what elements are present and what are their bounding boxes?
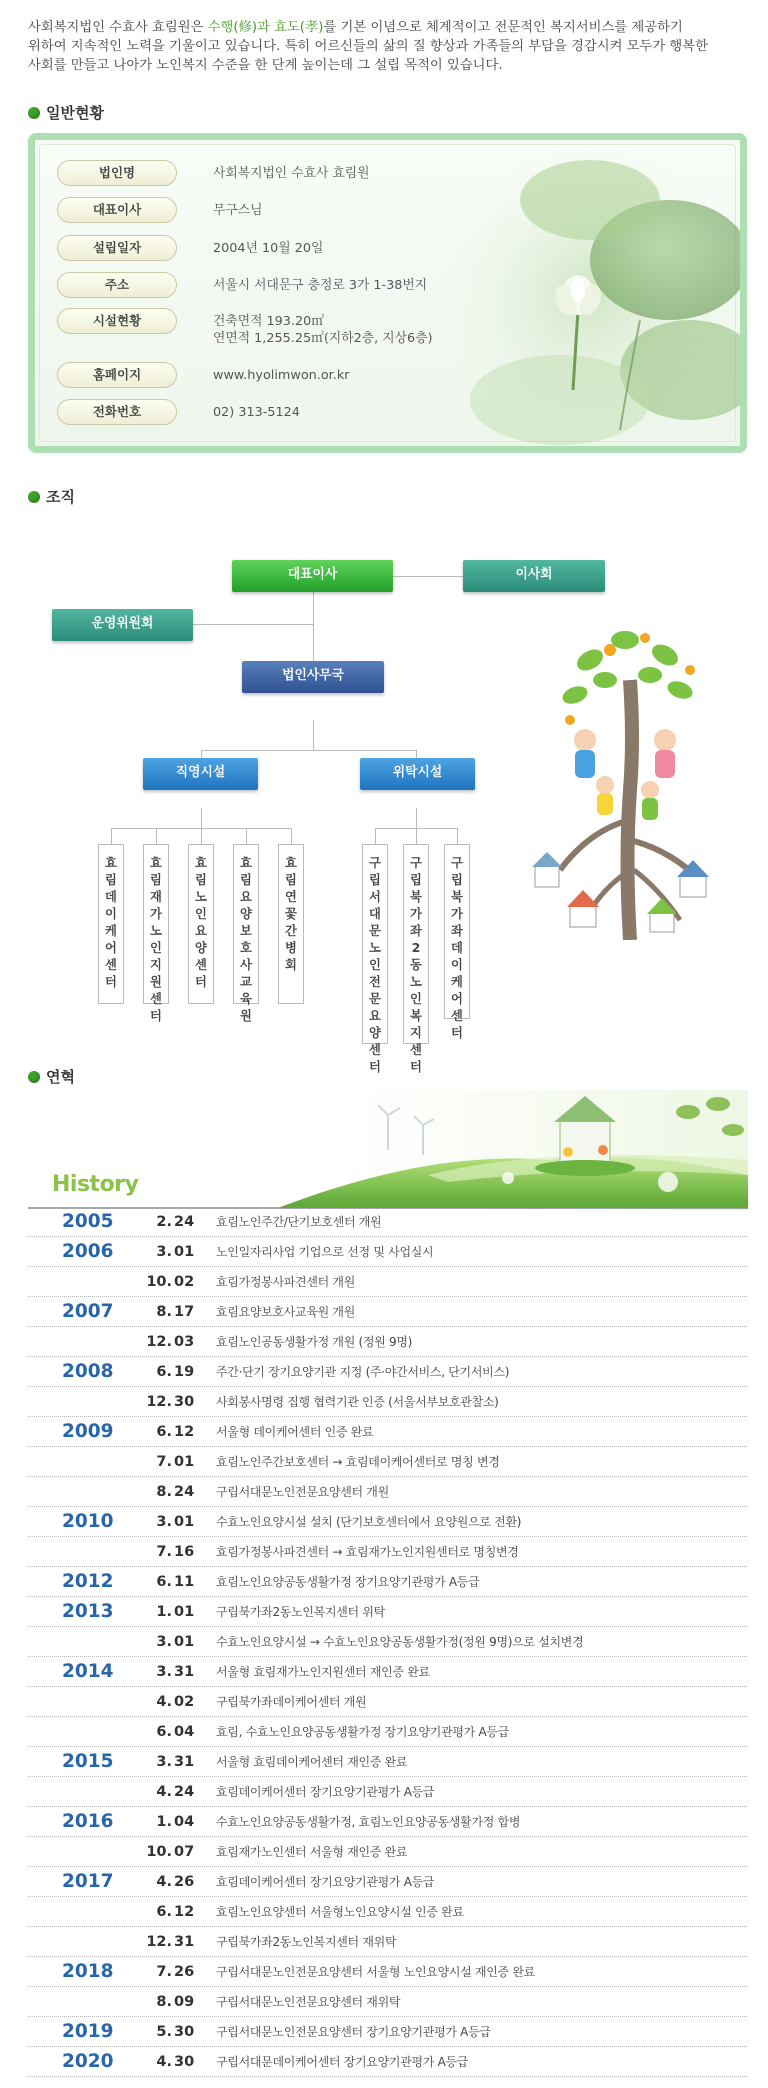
history-day: 16 <box>174 1543 195 1560</box>
info-row-corp <box>57 160 369 186</box>
org-tick-d5 <box>291 828 292 844</box>
org-line-direct-down <box>201 808 202 828</box>
history-description: 구립서대문노인전문요양센터 서울형 노인요양시설 재인증 완료 <box>216 1965 535 1979</box>
org-consigned-item-3-label: 구 립 북 가 좌 데 이 케 어 센 터 <box>451 856 463 1040</box>
org-committee-box: 운영위원회 <box>52 609 193 641</box>
history-day: 26 <box>174 1873 195 1890</box>
org-direct-item-1 <box>98 844 124 1004</box>
history-year: 2020 <box>62 2051 114 2072</box>
history-day: 01 <box>174 1603 195 1620</box>
history-description: 서울형 효림데이케어센터 재인증 완료 <box>216 1755 408 1769</box>
history-day: 31 <box>174 1933 195 1950</box>
info-value-ceo: 무구스님 <box>213 203 263 218</box>
org-consigned-item-1-label: 구 립 서 대 문 노 인 전 문 요 양 센 터 <box>369 856 381 1074</box>
history-month: 12. <box>146 1933 172 1950</box>
org-direct-item-2-label: 효 림 재 가 노 인 지 원 센 터 <box>150 856 162 1023</box>
intro-highlight: 수행(修)과 효도(孝) <box>207 20 324 35</box>
history-day: 26 <box>174 1963 195 1980</box>
history-description: 효림데이케어센터 장기요양기관평가 A등급 <box>216 1875 435 1889</box>
section-general-title: 일반현황 <box>46 104 104 122</box>
history-month: 4. <box>156 1873 172 1890</box>
intro-line3: 사회를 만들고 나아가 노인복지 수준을 한 단계 높이는데 그 설립 목적이 있습니다. <box>28 58 503 73</box>
history-year: 2015 <box>62 1751 114 1772</box>
history-year: 2018 <box>62 1961 114 1982</box>
info-label-corp: 법인명 <box>57 160 177 186</box>
section-org-title: 조직 <box>46 488 75 506</box>
history-month: 4. <box>156 2053 172 2070</box>
history-row <box>28 1747 747 1777</box>
history-day: 04 <box>174 1723 195 1740</box>
history-description: 효림노인주간보호센터 → 효림데이케어센터로 명칭 변경 <box>216 1455 500 1469</box>
info-row-founded <box>57 235 323 261</box>
org-tick-d4 <box>246 828 247 844</box>
history-day: 24 <box>174 1783 195 1800</box>
history-month: 5. <box>156 2023 172 2040</box>
history-month: 7. <box>156 1453 172 1470</box>
history-month: 4. <box>156 1693 172 1710</box>
history-day: 09 <box>174 1993 195 2010</box>
info-label-ceo: 대표이사 <box>57 197 177 223</box>
history-year: 2008 <box>62 1361 114 1382</box>
section-general-heading <box>28 102 104 123</box>
general-info-box <box>28 133 747 453</box>
history-row <box>28 1237 747 1267</box>
history-description: 주간·단기 장기요양기관 지정 (주·야간서비스, 단기서비스) <box>216 1365 510 1379</box>
info-label-founded: 설립일자 <box>57 235 177 261</box>
history-row <box>28 1867 747 1897</box>
history-row <box>28 2017 747 2047</box>
org-line-consigned-down <box>416 808 417 828</box>
history-description: 구립서대문노인전문요양센터 장기요양기관평가 A등급 <box>216 2025 491 2039</box>
history-description: 수효노인요양시설 → 수효노인요양공동생활가정(정원 9명)으로 설치변경 <box>216 1635 584 1649</box>
history-row <box>28 1537 747 1567</box>
history-description: 효림노인요양센터 서울형노인요양시설 인증 완료 <box>216 1905 464 1919</box>
history-row <box>28 1447 747 1477</box>
history-row <box>28 1267 747 1297</box>
history-year: 2014 <box>62 1661 114 1682</box>
history-description: 효림노인공동생활가정 개원 (정원 9명) <box>216 1335 413 1349</box>
history-description: 효림데이케어센터 장기요양기관평가 A등급 <box>216 1785 435 1799</box>
history-description: 수효노인요양공동생활가정, 효림노인요양공동생활가정 합병 <box>216 1815 521 1829</box>
history-row <box>28 1777 747 1807</box>
intro-part1: 사회복지법인 수효사 효림원은 <box>28 20 208 35</box>
section-history-heading <box>28 1066 75 1087</box>
history-year <box>28 1331 94 1352</box>
history-description: 노인일자리사업 기업으로 선정 및 사업실시 <box>216 1245 434 1259</box>
history-month: 8. <box>156 1303 172 1320</box>
info-row-ceo <box>57 197 262 223</box>
history-year: 2019 <box>62 2021 114 2042</box>
history-day: 30 <box>174 2023 195 2040</box>
history-description: 구립서대문노인전문요양센터 재위탁 <box>216 1995 401 2009</box>
lotus-flower-image <box>440 140 740 446</box>
org-direct-item-5-label: 효 림 연 꽃 간 병 회 <box>285 856 297 972</box>
green-bullet-icon <box>28 491 40 503</box>
org-tick-c2 <box>416 828 417 844</box>
org-consigned-item-2-label: 구 립 북 가 좌 2 동 노 인 복 지 센 터 <box>410 856 422 1074</box>
org-tick-d2 <box>156 828 157 844</box>
history-month: 10. <box>146 1843 172 1860</box>
history-month: 12. <box>146 1333 172 1350</box>
org-direct-item-4 <box>233 844 259 1023</box>
history-day: 24 <box>174 1483 195 1500</box>
history-day: 12 <box>174 1903 195 1920</box>
org-direct-item-4-label: 효 림 요 양 보 호 사 교 육 원 <box>240 856 252 1023</box>
org-line-committee <box>193 624 313 625</box>
info-value-facility <box>213 308 433 347</box>
history-description: 구립북가좌2동노인복지센터 위탁 <box>216 1605 385 1619</box>
history-day: 02 <box>174 1693 195 1710</box>
history-month: 3. <box>156 1633 172 1650</box>
history-year <box>28 1391 94 1412</box>
history-year <box>28 1631 94 1652</box>
history-description: 효림재가노인센터 서울형 재인증 완료 <box>216 1845 408 1859</box>
history-year <box>28 1271 94 1292</box>
history-row <box>28 1927 747 1957</box>
info-row-phone <box>57 399 300 425</box>
history-day: 12 <box>174 1423 195 1440</box>
org-tick-d3 <box>201 828 202 844</box>
history-year: 2009 <box>62 1421 114 1442</box>
info-value-facility-floor: 연면적 1,255.25㎡(지하2층, 지상6층) <box>213 331 433 346</box>
history-month: 4. <box>156 1783 172 1800</box>
history-year: 2010 <box>62 1511 114 1532</box>
history-row <box>28 1807 747 1837</box>
history-month: 2. <box>156 1213 172 1230</box>
org-chart <box>0 520 768 1074</box>
history-description: 효림가정봉사파견센터 → 효림재가노인지원센터로 명칭변경 <box>216 1545 519 1559</box>
history-year <box>28 1781 94 1802</box>
history-month: 1. <box>156 1813 172 1830</box>
history-banner <box>28 1090 748 1210</box>
history-row <box>28 1987 747 2017</box>
history-row <box>28 1357 747 1387</box>
history-row <box>28 1837 747 1867</box>
history-description: 서울형 데이케어센터 인증 완료 <box>216 1425 374 1439</box>
history-description: 효림노인요양공동생활가정 장기요양기관평가 A등급 <box>216 1575 480 1589</box>
info-label-facility: 시설현황 <box>57 308 177 334</box>
history-year <box>28 1721 94 1742</box>
green-bullet-icon <box>28 107 40 119</box>
org-direct-box: 직영시설 <box>143 758 258 790</box>
history-year: 2017 <box>62 1871 114 1892</box>
history-year: 2007 <box>62 1301 114 1322</box>
history-month: 3. <box>156 1243 172 1260</box>
history-month: 1. <box>156 1603 172 1620</box>
green-bullet-icon <box>28 1071 40 1083</box>
info-value-homepage[interactable]: www.hyolimwon.or.kr <box>213 368 350 383</box>
history-month: 6. <box>156 1363 172 1380</box>
org-line-split <box>201 750 416 751</box>
history-month: 8. <box>156 1483 172 1500</box>
info-label-address: 주소 <box>57 272 177 298</box>
history-month: 7. <box>156 1543 172 1560</box>
history-row <box>28 1477 747 1507</box>
info-value-founded: 2004년 10월 20일 <box>213 241 324 256</box>
history-description: 구립북가좌데이케어센터 개원 <box>216 1695 367 1709</box>
history-month: 10. <box>146 1273 172 1290</box>
history-day: 02 <box>174 1273 195 1290</box>
org-board-box: 이사회 <box>463 560 605 592</box>
intro-line2: 위하여 지속적인 노력을 기울이고 있습니다. 특히 어르신들의 삶의 질 향상과 가족들의 부담을 경감시켜 모두가 행복한 <box>28 39 708 54</box>
history-day: 11 <box>174 1573 195 1590</box>
org-line-board <box>393 576 463 577</box>
intro-part2: 를 기본 이념으로 체계적이고 전문적인 복지서비스를 제공하기 <box>323 20 683 35</box>
history-year: 2005 <box>62 1211 114 1232</box>
history-month: 3. <box>156 1663 172 1680</box>
history-year <box>28 1481 94 1502</box>
history-row <box>28 1567 747 1597</box>
org-tick-d1 <box>111 828 112 844</box>
history-year: 2006 <box>62 1241 114 1262</box>
history-description: 서울형 효림재가노인지원센터 재인증 완료 <box>216 1665 430 1679</box>
history-day: 01 <box>174 1513 195 1530</box>
history-description: 구립서대문데이케어센터 장기요양기관평가 A등급 <box>216 2055 469 2069</box>
history-year <box>28 1931 94 1952</box>
history-row <box>28 1207 747 1237</box>
history-month: 6. <box>156 1573 172 1590</box>
org-direct-item-5 <box>278 844 304 1004</box>
info-row-facility <box>57 308 433 347</box>
info-value-corp: 사회복지법인 수효사 효림원 <box>213 166 370 181</box>
history-month: 12. <box>146 1393 172 1410</box>
history-month: 6. <box>156 1423 172 1440</box>
history-year: 2012 <box>62 1571 114 1592</box>
history-row <box>28 2047 747 2077</box>
history-year <box>28 1841 94 1862</box>
history-month: 7. <box>156 1963 172 1980</box>
history-day: 03 <box>174 1333 195 1350</box>
history-description: 수효노인요양시설 설치 (단기보호센터에서 요양원으로 전환) <box>216 1515 522 1529</box>
info-label-homepage: 홈페이지 <box>57 362 177 388</box>
info-row-address <box>57 272 427 298</box>
history-month: 8. <box>156 1993 172 2010</box>
history-day: 04 <box>174 1813 195 1830</box>
history-year: 2013 <box>62 1601 114 1622</box>
history-row <box>28 1387 747 1417</box>
history-day: 19 <box>174 1363 195 1380</box>
history-month: 3. <box>156 1753 172 1770</box>
intro-text <box>28 18 748 75</box>
history-description: 효림, 수효노인요양공동생활가정 장기요양기관평가 A등급 <box>216 1725 509 1739</box>
history-month: 6. <box>156 1723 172 1740</box>
history-year <box>28 1541 94 1562</box>
org-direct-item-2 <box>143 844 169 1023</box>
org-direct-item-3-label: 효 림 노 인 요 양 센 터 <box>195 856 207 989</box>
org-direct-item-1-label: 효 림 데 이 케 어 센 터 <box>105 856 117 989</box>
history-month: 3. <box>156 1513 172 1530</box>
history-row <box>28 1297 747 1327</box>
history-row <box>28 1507 747 1537</box>
history-row <box>28 1657 747 1687</box>
org-direct-item-3 <box>188 844 214 1004</box>
history-day: 31 <box>174 1663 195 1680</box>
history-description: 효림요양보호사교육원 개원 <box>216 1305 356 1319</box>
history-row <box>28 1417 747 1447</box>
history-row <box>28 1597 747 1627</box>
info-value-facility-area: 건축면적 193.20㎡ <box>213 314 325 329</box>
info-label-phone: 전화번호 <box>57 399 177 425</box>
history-description: 구립서대문노인전문요양센터 개원 <box>216 1485 389 1499</box>
history-description: 효림가정봉사파견센터 개원 <box>216 1275 356 1289</box>
history-row <box>28 1717 747 1747</box>
org-consigned-item-2 <box>403 844 429 1074</box>
history-day: 24 <box>174 1213 195 1230</box>
history-day: 17 <box>174 1303 195 1320</box>
section-history-title: 연혁 <box>46 1068 75 1086</box>
history-list <box>28 1207 747 2077</box>
history-row <box>28 1897 747 1927</box>
org-consigned-item-3 <box>444 844 470 1040</box>
org-office-box: 법인사무국 <box>242 661 384 693</box>
history-row <box>28 1627 747 1657</box>
info-value-address: 서울시 서대문구 충정로 3가 1-38번지 <box>213 278 428 293</box>
history-year <box>28 1901 94 1922</box>
history-year <box>28 1451 94 1472</box>
family-tree-illustration <box>530 620 730 940</box>
org-tick-c1 <box>375 828 376 844</box>
history-row <box>28 1957 747 1987</box>
history-day: 30 <box>174 1393 195 1410</box>
history-year: 2016 <box>62 1811 114 1832</box>
org-tick-c3 <box>457 828 458 844</box>
section-org-heading <box>28 486 75 507</box>
org-ceo-box: 대표이사 <box>232 560 393 592</box>
history-row <box>28 1687 747 1717</box>
history-day: 30 <box>174 2053 195 2070</box>
history-day: 31 <box>174 1753 195 1770</box>
history-description: 구립북가좌2동노인복지센터 재위탁 <box>216 1935 397 1949</box>
info-value-phone: 02) 313-5124 <box>213 405 300 420</box>
history-year <box>28 1691 94 1712</box>
org-consigned-item-1 <box>362 844 388 1074</box>
history-description: 효림노인주간/단기보호센터 개원 <box>216 1215 382 1229</box>
history-year <box>28 1991 94 2012</box>
org-line-office-down <box>313 720 314 750</box>
history-day: 01 <box>174 1633 195 1650</box>
history-row <box>28 1327 747 1357</box>
history-title: History <box>52 1172 139 1197</box>
history-month: 6. <box>156 1903 172 1920</box>
info-row-homepage <box>57 362 350 388</box>
history-description: 사회봉사명령 집행 협력기관 인증 (서울서부보호관찰소) <box>216 1395 499 1409</box>
org-consigned-box: 위탁시설 <box>360 758 475 790</box>
history-day: 07 <box>174 1843 195 1860</box>
history-day: 01 <box>174 1453 195 1470</box>
history-day: 01 <box>174 1243 195 1260</box>
